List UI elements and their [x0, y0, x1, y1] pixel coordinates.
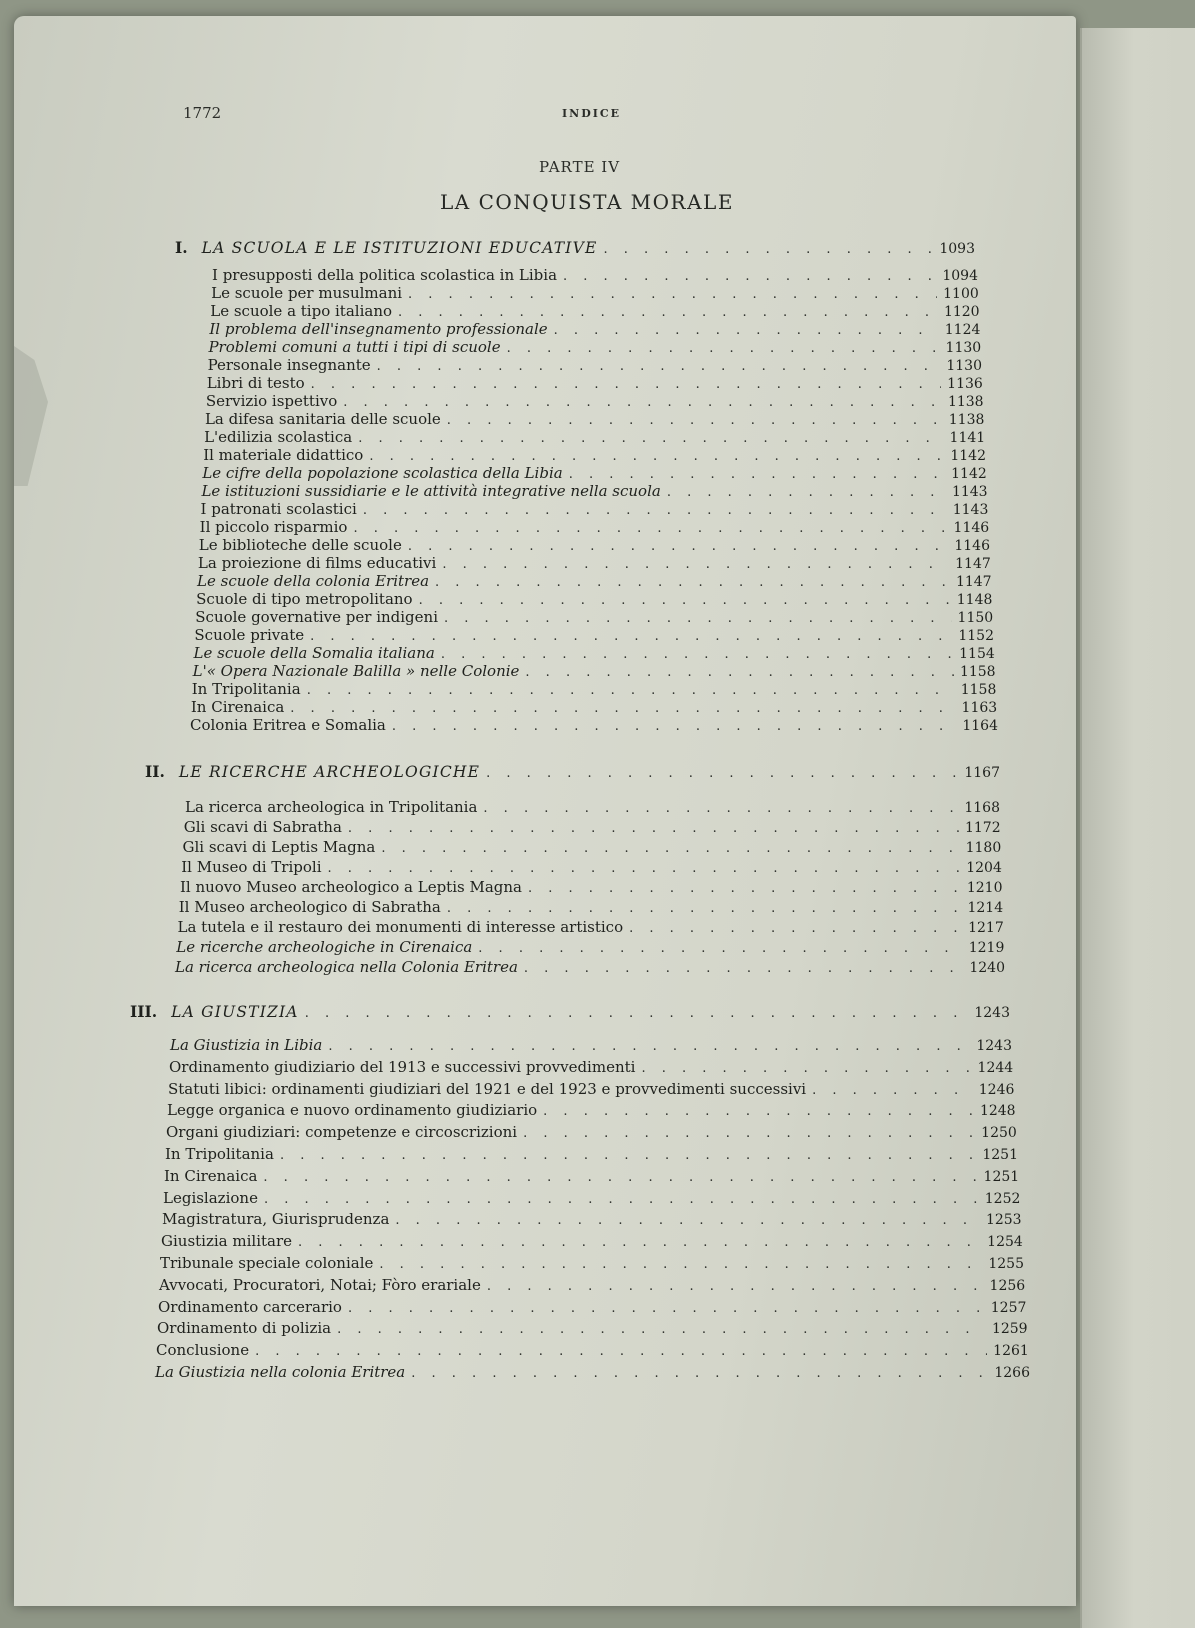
dot-leader — [369, 449, 944, 464]
dot-leader — [569, 467, 945, 482]
toc-entry — [205, 410, 984, 428]
dot-leader — [310, 629, 952, 644]
toc-entry — [157, 1319, 1028, 1337]
page-reference: 1214 — [967, 900, 1004, 916]
entry-title: Il Museo archeologico di Sabratha — [178, 898, 441, 916]
entry-title: In Cirenaica — [164, 1166, 258, 1185]
page-reference: 1266 — [994, 1365, 1030, 1381]
toc-entry — [165, 1145, 1018, 1163]
page-reference: 1100 — [943, 286, 979, 302]
page-reference: 1240 — [969, 960, 1005, 976]
entry-title: Legge organica e nuovo ordinamento giudiziario — [167, 1101, 538, 1120]
dot-leader — [411, 1366, 988, 1381]
entry-title: In Tripolitania — [191, 680, 301, 698]
page-reference: 1158 — [959, 664, 996, 680]
toc-entry — [185, 798, 1000, 816]
dot-leader — [377, 359, 941, 374]
page-reference: 1246 — [978, 1081, 1015, 1098]
page-reference: 1147 — [955, 556, 991, 572]
part-title: LA CONQUISTA MORALE — [440, 190, 734, 214]
dot-leader — [395, 1213, 980, 1228]
page-reference: 1261 — [993, 1343, 1029, 1360]
page-reference: 1142 — [950, 448, 986, 464]
page-reference: 1143 — [951, 484, 988, 500]
page-reference: 1168 — [964, 800, 1000, 816]
entry-title: Giustizia militare — [161, 1232, 293, 1251]
entry-title: Statuti libici: ordinamenti giudiziari del 1921 e del 1923 e provvedimenti successivi — [168, 1079, 807, 1098]
entry-title: Magistratura, Giurisprudenza — [162, 1210, 390, 1229]
toc-entry — [164, 1167, 1019, 1185]
page-reference: 1124 — [944, 322, 981, 338]
page-reference: 1164 — [962, 718, 998, 734]
entry-title: Le biblioteche delle scuole — [198, 536, 402, 554]
toc-entry — [210, 302, 979, 320]
entry-title: Organi giudiziari: competenze e circoscrizioni — [166, 1123, 518, 1142]
dot-leader — [641, 1061, 971, 1076]
page-reference: 1141 — [949, 430, 986, 446]
dot-leader — [311, 377, 942, 392]
toc-entry — [194, 626, 994, 644]
dot-leader — [358, 431, 943, 446]
entry-title: La proiezione di films educativi — [197, 554, 437, 572]
page-reference: 1219 — [968, 940, 1005, 956]
toc-entry — [184, 818, 1001, 836]
entry-title: Il Museo di Tripoli — [181, 858, 322, 876]
dot-leader — [305, 1006, 969, 1021]
toc-entry — [160, 1254, 1024, 1272]
chapter-number: III. — [130, 1002, 158, 1021]
page-reference: 1259 — [991, 1321, 1028, 1338]
dot-leader — [447, 413, 943, 428]
page-reference: 1248 — [979, 1103, 1016, 1120]
chapter-heading — [130, 1002, 1010, 1021]
dot-leader — [441, 647, 953, 662]
entry-title: La tutela e il restauro dei monumenti di interesse artistico — [177, 918, 624, 936]
page-reference: 1180 — [965, 840, 1002, 856]
entry-title: Il problema dell'insegnamento professionale — [209, 320, 548, 338]
toc-entry — [176, 938, 1004, 956]
entry-title: Gli scavi di Leptis Magna — [182, 838, 376, 856]
dot-leader — [525, 665, 954, 680]
page-reference: 1243 — [976, 1038, 1012, 1054]
entry-title: Le ricerche archeologiche in Cirenaica — [176, 938, 473, 956]
entry-title: Il nuovo Museo archeologico a Leptis Magna — [180, 878, 522, 896]
dot-leader — [442, 557, 949, 572]
entry-title: Ordinamento carcerario — [158, 1297, 342, 1316]
page-reference: 1204 — [966, 860, 1002, 876]
toc-entry — [195, 608, 993, 626]
entry-title: Avvocati, Procuratori, Notai; Fòro erariale — [159, 1275, 481, 1294]
dot-leader — [348, 821, 959, 836]
entry-title: I patronati scolastici — [200, 500, 357, 518]
toc-entry — [192, 680, 997, 698]
entry-title: L'edilizia scolastica — [204, 428, 353, 446]
toc-entry — [166, 1123, 1017, 1141]
toc-entry — [163, 1189, 1020, 1207]
page-reference: 1217 — [968, 920, 1004, 936]
page-reference: 1152 — [958, 628, 994, 644]
dot-leader — [307, 683, 955, 698]
dot-leader — [629, 921, 962, 936]
dot-leader — [381, 841, 959, 856]
dot-leader — [563, 269, 936, 284]
entry-title: Il materiale didattico — [203, 446, 364, 464]
page-reference: 1172 — [964, 820, 1001, 836]
entry-title: Servizio ispettivo — [205, 392, 338, 410]
page-reference: 1146 — [954, 538, 990, 554]
entry-title: Conclusione — [156, 1341, 250, 1360]
page-reference: 1120 — [943, 304, 980, 320]
toc-entry — [175, 958, 1005, 976]
page-reference: 1243 — [974, 1005, 1010, 1021]
toc-entry — [156, 1341, 1029, 1359]
page-reference: 1154 — [959, 646, 995, 662]
entry-title: La Giustizia in Libia — [170, 1036, 323, 1054]
page-reference: 1254 — [987, 1234, 1023, 1251]
page-reference: 1252 — [984, 1190, 1021, 1207]
dot-leader — [379, 1257, 982, 1272]
page-reference: 1257 — [990, 1299, 1027, 1316]
toc-entry — [191, 698, 997, 716]
page-reference: 1253 — [985, 1212, 1022, 1229]
page-reference: 1146 — [953, 520, 990, 536]
dot-leader — [255, 1344, 987, 1359]
dot-leader — [328, 1039, 970, 1054]
entry-title: Le scuole per musulmani — [211, 284, 403, 302]
chapter-title: LA GIUSTIZIA — [171, 1003, 299, 1021]
page-reference: 1210 — [966, 880, 1003, 896]
dot-leader — [348, 1301, 985, 1316]
entry-title: Le scuole a tipo italiano — [210, 302, 393, 320]
entry-title: Il piccolo risparmio — [199, 518, 348, 536]
page-reference: 1150 — [957, 610, 994, 626]
page-reference: 1251 — [982, 1147, 1018, 1163]
running-title: INDICE — [562, 107, 622, 120]
entry-title: Le cifre della popolazione scolastica della Libia — [202, 464, 563, 482]
toc-entry — [168, 1080, 1014, 1098]
entry-title: Scuole private — [194, 626, 305, 644]
part-label: PARTE IV — [539, 158, 621, 176]
chapter-number: I. — [175, 238, 188, 257]
dot-leader — [483, 801, 958, 816]
dot-leader — [444, 611, 952, 626]
dot-leader — [486, 766, 958, 781]
dot-leader — [523, 1126, 975, 1141]
entry-title — [175, 238, 598, 257]
entry-title: Le istituzioni sussidiarie e le attività integrative nella scuola — [201, 482, 661, 500]
entry-title: Libri di testo — [206, 374, 305, 392]
toc-entry — [155, 1363, 1030, 1381]
entry-title: Personale insegnante — [207, 356, 371, 374]
toc-entry — [170, 1036, 1012, 1054]
chapter-heading — [175, 238, 975, 257]
toc-entry — [162, 1210, 1022, 1228]
toc-entry — [159, 1276, 1025, 1294]
toc-entry — [201, 500, 989, 518]
entry-title: Scuole governative per indigeni — [195, 608, 438, 626]
page-reference: 1138 — [947, 394, 984, 410]
dot-leader — [363, 503, 947, 518]
entry-title: Ordinamento di polizia — [157, 1319, 332, 1338]
dot-leader — [524, 961, 963, 976]
dot-leader — [328, 861, 961, 876]
dot-leader — [507, 341, 940, 356]
toc-entry — [208, 356, 982, 374]
toc-entry — [201, 482, 987, 500]
dot-leader — [298, 1235, 981, 1250]
page-reference: 1094 — [942, 268, 978, 284]
dot-leader — [353, 521, 947, 536]
entry-title — [145, 762, 480, 781]
entry-title: Gli scavi di Sabratha — [183, 818, 342, 836]
entry-title: Problemi comuni a tutti i tipi di scuole — [208, 338, 501, 356]
entry-title: In Cirenaica — [190, 698, 285, 716]
entry-title: La ricerca archeologica nella Colonia Eritrea — [175, 958, 518, 976]
toc-entry — [203, 446, 986, 464]
dot-leader — [419, 593, 951, 608]
toc-entry — [212, 266, 978, 284]
dot-leader — [263, 1170, 977, 1185]
chapter-title: LA SCUOLA E LE ISTITUZIONI EDUCATIVE — [201, 239, 598, 257]
page-reference: 1130 — [945, 340, 982, 356]
entry-title: Le scuole della Somalia italiana — [193, 644, 435, 662]
toc-entry — [190, 716, 998, 734]
page-reference: 1138 — [948, 412, 985, 428]
toc-entry — [179, 898, 1003, 916]
toc-entry — [200, 518, 990, 536]
toc-entry — [161, 1232, 1023, 1250]
entry-title: L'« Opera Nazionale Balilla » nelle Colonie — [192, 662, 520, 680]
page-reference: 1147 — [955, 574, 992, 590]
toc-entry — [180, 878, 1003, 896]
chapter-heading — [145, 762, 1000, 781]
toc-entry — [181, 858, 1002, 876]
toc-entry — [198, 554, 991, 572]
entry-title: Scuole di tipo metropolitano — [196, 590, 413, 608]
toc-entry — [197, 572, 992, 590]
page-reference: 1158 — [960, 682, 997, 698]
toc-entry — [208, 338, 981, 356]
page-reference: 1255 — [988, 1256, 1024, 1272]
dot-leader — [543, 1104, 974, 1119]
dot-leader — [280, 1148, 976, 1163]
toc-entry — [202, 464, 986, 482]
entry-title: La ricerca archeologica in Tripolitania — [185, 798, 478, 816]
toc-entry — [194, 644, 995, 662]
dot-leader — [604, 242, 934, 257]
page-reference: 1244 — [977, 1059, 1014, 1076]
entry-title: Le scuole della colonia Eritrea — [197, 572, 430, 590]
toc-entry — [209, 320, 980, 338]
dot-leader — [337, 1322, 986, 1337]
chapter-number: II. — [145, 762, 165, 781]
page-reference: 1163 — [961, 700, 998, 716]
entry-title: In Tripolitania — [165, 1145, 274, 1163]
toc-entry — [196, 590, 992, 608]
dot-leader — [528, 881, 961, 896]
entry-title: La difesa sanitaria delle scuole — [204, 410, 441, 428]
dot-leader — [408, 287, 937, 302]
page-reference: 1143 — [952, 502, 989, 518]
page-reference: 1250 — [981, 1125, 1017, 1142]
toc-entry — [158, 1298, 1026, 1316]
dot-leader — [392, 719, 956, 734]
dot-leader — [290, 701, 955, 716]
page-number: 1772 — [183, 104, 222, 122]
chapter-title: LE RICERCHE ARCHEOLOGICHE — [178, 763, 481, 781]
toc-entry — [199, 536, 990, 554]
page-reference: 1093 — [939, 241, 975, 257]
dot-leader — [554, 323, 939, 338]
page-reference: 1142 — [951, 466, 987, 482]
entry-title: Colonia Eritrea e Somalia — [190, 716, 386, 734]
toc-entry — [204, 428, 985, 446]
dot-leader — [435, 575, 950, 590]
toc-entry — [169, 1058, 1013, 1076]
dot-leader — [667, 485, 946, 500]
entry-title: Ordinamento giudiziario del 1913 e successivi provvedimenti — [169, 1057, 636, 1076]
entry-title — [130, 1002, 299, 1021]
page-reference: 1148 — [956, 592, 993, 608]
toc-entry — [207, 374, 983, 392]
toc-entry — [167, 1101, 1016, 1119]
entry-title: La Giustizia nella colonia Eritrea — [155, 1363, 406, 1381]
entry-title: Legislazione — [163, 1188, 258, 1207]
dot-leader — [447, 901, 962, 916]
page-reference: 1136 — [947, 376, 983, 392]
dot-leader — [264, 1192, 979, 1207]
toc-entry — [206, 392, 984, 410]
dot-leader — [343, 395, 942, 410]
toc-entry — [183, 838, 1002, 856]
dot-leader — [408, 539, 949, 554]
dot-leader — [812, 1083, 973, 1098]
entry-title: I presupposti della politica scolastica in Libia — [212, 266, 558, 284]
toc-entry — [211, 284, 979, 302]
dot-leader — [478, 941, 962, 956]
page-reference: 1167 — [964, 765, 1000, 781]
page-reference: 1251 — [983, 1168, 1020, 1185]
dot-leader — [398, 305, 938, 320]
entry-title: Tribunale speciale coloniale — [160, 1254, 374, 1272]
dot-leader — [487, 1279, 984, 1294]
page-reference: 1130 — [946, 358, 982, 374]
page-reference: 1256 — [989, 1277, 1026, 1294]
toc-entry — [178, 918, 1004, 936]
toc-entry — [193, 662, 996, 680]
